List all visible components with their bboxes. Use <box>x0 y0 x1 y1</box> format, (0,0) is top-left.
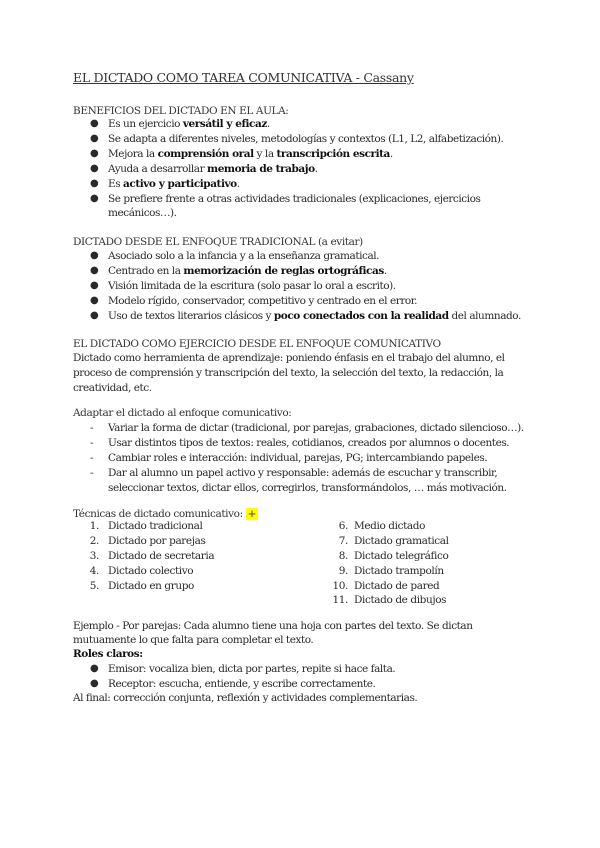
tecnicas-header: Técnicas de dictado comunicativo: + <box>73 508 257 520</box>
paragraph-comunicativo: Dictado como herramienta de aprendizaje: poniendo énfasis en el trabajo del alumno, el proceso de comprensión y transcripción del texto, la selección del texto, la redacción, la creatividad, etc. <box>73 352 505 394</box>
ejemplo-line-2: mutuamente lo que falta para completar el texto. <box>73 634 314 646</box>
ejemplo-line-1: Ejemplo - Por parejas: Cada alumno tiene una hoja con partes del texto. Se dictan <box>73 620 473 632</box>
section-header-comunicativo: EL DICTADO COMO EJERCICIO DESDE EL ENFOQUE COMUNICATIVO <box>73 338 441 350</box>
list-item: Medio dictado <box>354 520 425 532</box>
list-item: Dictado de dibujos <box>354 594 447 606</box>
list-item: Dictado gramatical <box>354 535 449 547</box>
list-item-continuation: mecánicos…). <box>108 207 177 219</box>
adaptar-header: Adaptar el dictado al enfoque comunicativo: <box>73 407 292 419</box>
list-item: Dictado trampolín <box>354 565 444 577</box>
document-title: EL DICTADO COMO TAREA COMUNICATIVA - Cassany <box>73 70 414 85</box>
list-item: Dictado en grupo <box>108 580 194 592</box>
document-page: EL DICTADO COMO TAREA COMUNICATIVA - Cassany BENEFICIOS DEL DICTADO EN EL AULA: ● Es un ejercicio versátil y eficaz. ● Se adapta a diferentes niveles, metodologías y contextos (L1, L2, alfabetización). ● Mejora la comprensión oral y la transcripción escrita. ● Ayuda a desarrollar memoria de trabajo. ● Es activo y participativo. ● Se prefiere frente a otras actividades tradicionales (explicaciones, ejercicios mecánicos…). DICTADO DESDE EL ENFOQUE TRADICIONAL (a evitar) ● Asociado solo a la infancia y a la enseñanza gramatical. ● Centrado en la memorización de reglas ortográficas. ● Visión limitada de la escritura (solo pasar lo oral a escrito). ● Modelo rígido, conservador, competitivo y centrado en el error. ● Uso de textos literarios clásicos y poco conectados con la realidad del alumnado. EL DICTADO COMO EJERCICIO DESDE EL ENFOQUE COMUNICATIVO Dictado como herramienta de aprendizaje: poniendo énfasis en el trabajo del alumno, el proceso de comprensión y transcripción del texto, la selección del texto, la redacción, la creatividad, etc. Adaptar el dictado al enfoque comunicativo: - Variar la forma de dictar (tradicional, por parejas, grabaciones, dictado silencioso…). - Usar distintos tipos de textos: reales, cotidianos, creados por alumnos o docentes. - Cambiar roles e interacción: individual, parejas, PG; intercambiando papeles. - Dar al alumno un papel activo y responsable: además de escuchar y transcribir, seleccionar textos, dictar ellos, corregirlos, transformándolos, … más motivación. Técnicas de dictado comunicativo: + 1. Dictado tradicional 2. Dictado por parejas 3. Dictado de secretaria 4. Dictado colectivo 5. Dictado en grupo 6. Medio dictado 7. Dictado gramatical 8. Dictado telegráfico 9. Dictado trampolín 10. Dictado de pared 11. Dictado de dibujos Ejemplo - Por parejas: Cada alumno tiene una hoja con partes del texto. Se dictan mutuamente lo que falta para completar el texto. Roles claros: ● Emisor: vocaliza bien, dicta por partes, repite si hace falta. ● Receptor: escucha, entiende, y escribe correctamente. Al final: corrección conjunta, reflexión y actividades complementarias. <box>0 0 600 848</box>
list-item: Dictado telegráfico <box>354 550 449 562</box>
highlight-plus: + <box>247 508 257 520</box>
list-item: Dictado tradicional <box>108 520 203 532</box>
final-line: Al final: corrección conjunta, reflexión y actividades complementarias. <box>73 692 418 704</box>
section-header-beneficios: BENEFICIOS DEL DICTADO EN EL AULA: <box>73 105 289 117</box>
section-header-tradicional: DICTADO DESDE EL ENFOQUE TRADICIONAL (a evitar) <box>73 236 363 248</box>
list-item: Dictado de pared <box>354 580 440 592</box>
list-item: Dictado de secretaria <box>108 550 215 562</box>
list-item: Dictado colectivo <box>108 565 194 577</box>
dash-item-continuation: seleccionar textos, dictar ellos, corregirlos, transformándolos, … más motivación. <box>108 482 507 494</box>
list-item: Dictado por parejas <box>108 535 206 547</box>
roles-header: Roles claros: <box>73 648 143 660</box>
